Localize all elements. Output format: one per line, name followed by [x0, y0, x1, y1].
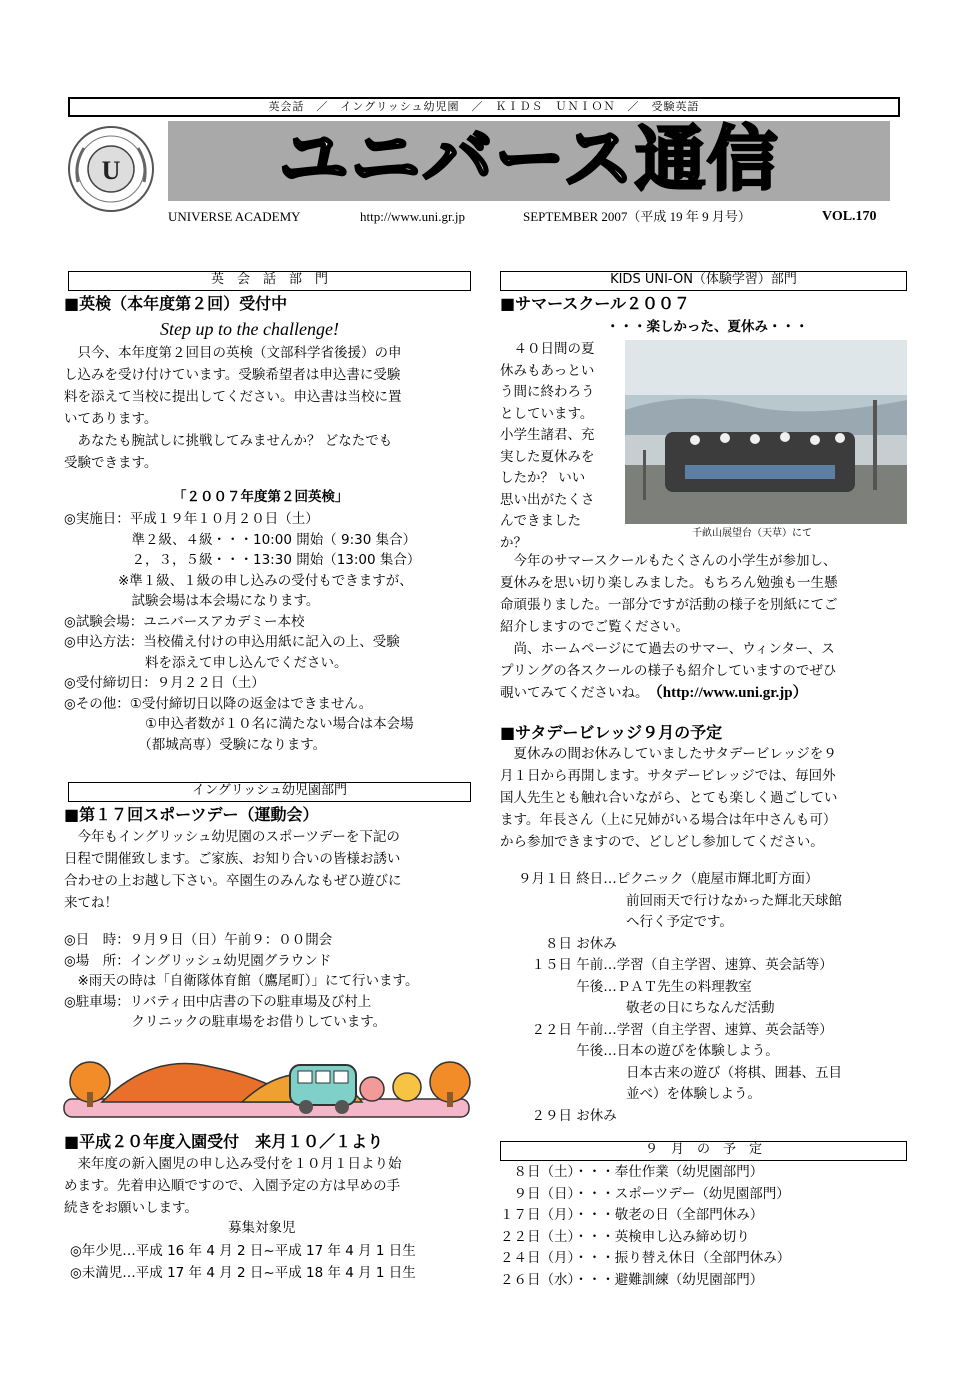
eiken-box-title: 「２００７年度第２回英検」	[173, 489, 349, 505]
summer-school-intro: ４０日間の夏 休みもあっとい う間に終わろう としています。 小学生諸君、充 実した夏休みを したか？ いい 思い出がたくさ んできました か？	[500, 341, 595, 551]
eiken-details: ◎実施日：平成１９年１０月２０日（土） 準２級、４級・・・10:00 開始（ 9:30 集合） ２，３，５級・・・13:30 開始（13:00 集合） ※準１級、１級の申し込みの受付もできますが、 試験会場は本会場になります。 ◎試験会場：ユニバースアカデミー本校 ◎申込方法：当校備え付けの申込用紙に記入の上、受験 料を添えて申し込んでください。 ◎受付締切日：９月２２日（土） ◎その他：①受付締切日以降の返金はできません。 ①申込者数が１０名に満たない場合は本会場 （都城高専）受験になります。	[64, 511, 421, 753]
saturday-village-heading: ■サタデービレッジ９月の予定	[500, 723, 723, 742]
homepage-link[interactable]: （http://www.uni.gr.jp）	[655, 685, 808, 701]
photo-caption: 千畝山展望台（天草）にて	[692, 528, 812, 539]
september-schedule: ８日（土）・・・奉仕作業（幼児園部門） ９日（日）・・・スポーツデー（幼児園部門） １７日（月）・・・敬老の日（全部門休み） ２２日（土）・・・英検申し込み締め切り ２４日（月）・・・振り替え休日（全部門休み） ２６日（水）・・・避難訓練（幼児園部門）	[500, 1164, 791, 1288]
autumn-bus-illustration	[62, 1047, 472, 1122]
sports-day-details: ◎日 時：９月９日（日）午前９：００開会 ◎場 所：イングリッシュ幼児園グラウンド ※雨天の時は「自衛隊体育館（鷹尾町）」にて行います。 ◎駐車場：リバティ田中店書の下の駐車場及び村上 クリニックの駐車場をお借りしています。	[64, 932, 419, 1030]
section-box-september: ９ 月 の 予 定	[500, 1141, 907, 1161]
admission-targets: ◎年少児…平成 16 年 4 月 2 日~平成 17 年 4 月 1 日生 ◎未満児…平成 17 年 4 月 2 日~平成 18 年 4 月 1 日生	[70, 1243, 416, 1281]
academy-logo	[66, 124, 156, 214]
admission-heading: ■平成２０年度入園受付 来月１０／１より	[64, 1132, 384, 1151]
svg-text:U: U	[101, 156, 121, 185]
website-url[interactable]: http://www.uni.gr.jp	[360, 209, 465, 224]
saturday-schedule: ９月１日 終日…ピクニック（鹿屋市輝北町方面） 前回雨天で行けなかった輝北天球館 へ行く予定です。 ８日 お休み １５日 午前…学習（自主学習、速算、英会話等） 午後…ＰＡＴ先生の料理教室 敬老の日にちなんだ活動 ２２日 午前…学習（自主学習、速算、英会話等） 午後…日本の遊びを体験しよう。 日本古来の遊び（将棋、囲碁、五目 並べ）を体験しよう。 ２９日 お休み	[518, 871, 842, 1124]
summer-school-report: 今年のサマースクールもたくさんの小学生が参加し、 夏休みを思い切り楽しみました。もちろん勉強も一生懸 命頑張りました。一部分ですが活動の様子を別紙にてご 紹介しますのでご覧ください。 尚、ホームページにて過去のサマー、ウィンター、ス プリングの各スクールの様子も紹介していますのでぜひ 覗いてみてくださいね。 （http://www.uni.gr.jp）	[500, 553, 838, 701]
section-box-eikaiwa: 英 会 話 部 門	[68, 271, 471, 291]
newsletter-title: ユニバース通信	[278, 118, 780, 200]
eiken-heading: ■英検（本年度第２回）受付中	[64, 294, 288, 313]
eiken-intro: 只今、本年度第２回目の英検（文部科学省後援）の申 し込みを受け付けています。受験希望者は申込書に受験 料を添えて当校に提出してください。申込書は当校に置 いてあります。 あなたも腕試しに挑戦してみませんか？ どなたでも 受験できます。	[64, 345, 402, 471]
summer-school-subtitle: ・・・楽しかった、夏休み・・・	[606, 319, 809, 335]
department-bar: 英会話 ／ イングリッシュ幼児園 ／ ＫＩＤＳ ＵＮＩＯＮ ／ 受験英語	[68, 97, 900, 117]
admission-intro: 来年度の新入園児の申し込み受付を１０月１日より始 めます。先着申込順ですので、入園予定の方は早めの手 続きをお願いします。	[64, 1156, 402, 1216]
sports-day-heading: ■第１７回スポーツデー（運動会）	[64, 805, 319, 824]
saturday-village-intro: 夏休みの間お休みしていましたサタデービレッジを９ 月１日から再開します。サタデービレッジでは、毎回外 国人先生とも触れ合いながら、とても楽しく過ごしてい ます。年長さん（上に兄姉がいる場合は年中さんも可） から参加できますので、どしどし参加してください。	[500, 746, 838, 850]
admission-target-title: 募集対象児	[228, 1220, 296, 1236]
issue-date: SEPTEMBER 2007（平成 19 年 9 月号）	[523, 209, 751, 224]
eiken-slogan: Step up to the challenge!	[160, 319, 339, 339]
section-box-kids-union: KIDS UNI-ON（体験学習）部門	[500, 271, 907, 291]
sports-day-intro: 今年もイングリッシュ幼児園のスポーツデーを下記の 日程で開催致します。ご家族、お知り合いの皆様お誘い 合わせの上お越し下さい。卒園生のみんなもぜひ遊びに 来てね！	[64, 829, 402, 911]
volume-number: VOL.170	[822, 209, 877, 224]
section-box-kindergarten: イングリッシュ幼児園部門	[68, 782, 471, 802]
group-photo	[625, 340, 907, 524]
academy-name: UNIVERSE ACADEMY	[168, 209, 301, 224]
summer-school-heading: ■サマースクール２００７	[500, 294, 690, 313]
